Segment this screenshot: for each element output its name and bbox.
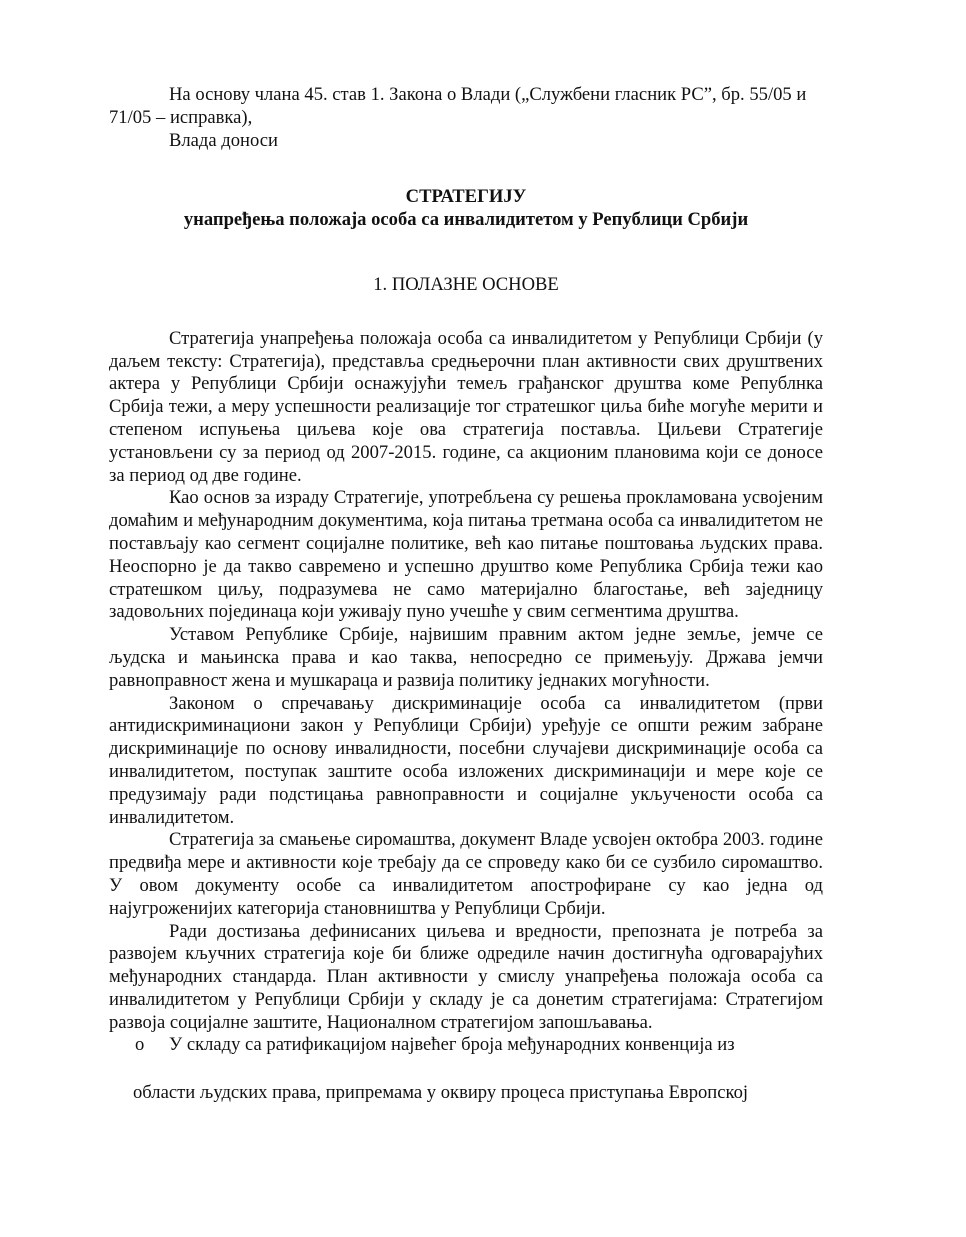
bullet-marker-icon: o — [135, 1034, 145, 1056]
paragraph-6: Ради достизања дефинисаних циљева и вредности, препозната је потреба за развојем кључних стратегија које би ближе одредиле начин достигнућа одговарајућих међународних стандарда. План активности у смислу унапређења положаја особа са инвалидитетом у Републици Србији у складу је са донетим стратегијама: Стратегијом развоја социјалне заштите, Националном стратегијом запошљавања. — [109, 920, 823, 1033]
paragraph-4: Законом о спречавању дискриминације особа са инвалидитетом (први антидискриминациони закон у Републици Србији) уређује се општи режим забране дискриминације по основу инвалидности, посебни случајеви дискриминације особа са инвалидитетом, поступак заштите особа изложених дискриминацији и мере које се предузимају ради подстицања равноправности и социјалне укључености особа са инвалидитетом. — [109, 692, 823, 828]
paragraph-3: Уставом Републике Србије, највишим правним актом једне земље, јемче се људска и мањинска права и као таква, непосредно се примењују. Држава јемчи равноправност жена и мушкараца и развија политику једнаких могућности. — [109, 624, 823, 691]
bullet-text: У складу са ратификацијом највећег броја међународних конвенција из — [169, 1034, 735, 1056]
paragraph-5: Стратегија за смањење сиромаштва, документ Владе усвојен октобра 2003. године предвиђа мере и активности које требају да се спроведу како би се сузбило сиромаштво. У овом документу особе са инвалидитетом апострофиране су као једна од најугроженијих категорија становништва у Републици Србији. — [109, 829, 823, 919]
bullet-continuation: области људских права, припремама у оквиру процеса приступања Европској — [133, 1082, 749, 1104]
preamble-government-adopts: Влада доноси — [169, 129, 278, 151]
document-subtitle: унапређења положаја особа са инвалидитетом у Републици Србији — [183, 209, 749, 231]
paragraph-1: Стратегија унапређења положаја особа са инвалидитетом у Републици Србији (у даљем тексту: Стратегија), представља средњерочни план активности свих друштвених актера у Републици Србији оснажујући темељ грађанског друштва коме Републнка Србија тежи, а меру успешности реализације тог стратешког циља биће могуће мерити и степеном испуњења циљева које ова стратегија поставља. Циљеви Стратегије установљени су за период од 2007-2015. године, са акционим плановима који се доносе за период од две године. — [109, 327, 823, 486]
document-page — [109, 84, 823, 1105]
preamble-legal-basis: На основу члана 45. став 1. Закона о Влади („Службени гласник РС”, бр. 55/05 и 71/05 – исправка), — [109, 84, 807, 128]
bullet-item — [109, 1034, 823, 1057]
section-heading: 1. ПОЛАЗНЕ ОСНОВЕ — [373, 273, 559, 295]
paragraph-2: Као основ за израду Стратегије, употребљена су решења прокламована усвојеним домаћим и међународним документима, која питања третмана особа са инвалидитетом не постављају као сегмент социјалне политике, већ као питање поштовања људских права. Неоспорно је да такво савремено и успешно друштво коме Република Србија тежи као стратешком циљу, подразумева не само материјално благостање, већ заједницу задовољних појединаца који уживају пуно учешће у свим сегментима друштва. — [109, 487, 823, 623]
document-title: СТРАТЕГИЈУ — [405, 186, 527, 208]
